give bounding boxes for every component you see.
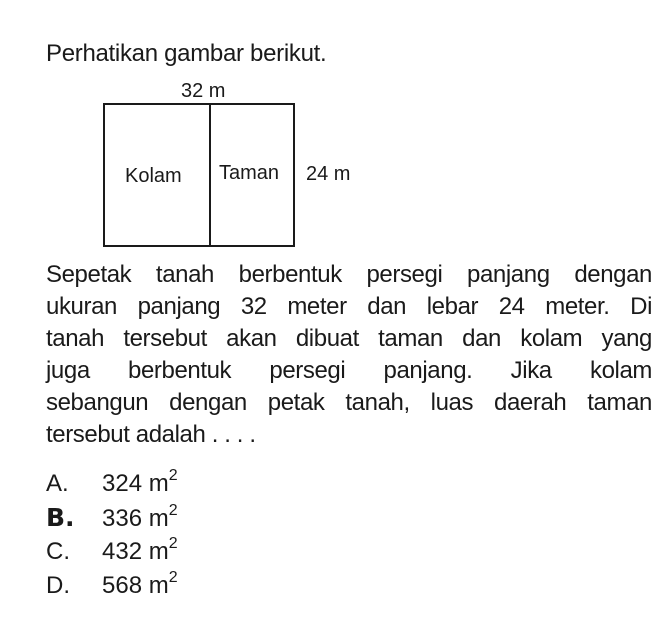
question-line: tersebut adalah . . . .	[46, 421, 256, 448]
option-exponent: 2	[168, 467, 178, 484]
region-divider	[209, 103, 211, 247]
option-value: 324 $m^2$	[102, 467, 178, 497]
answer-options	[46, 469, 178, 605]
option-d[interactable]	[46, 571, 178, 605]
option-a[interactable]	[46, 469, 178, 503]
question-text	[46, 259, 652, 451]
question-line: ukuran panjang 32 meter dan lebar 24 meter. Di	[46, 293, 652, 320]
option-value: 568 $m^2$	[102, 569, 178, 599]
question-line: Sepetak tanah berbentuk persegi panjang dengan	[46, 261, 652, 288]
garden-label: Taman	[219, 162, 280, 184]
intro-text: Perhatikan gambar berikut.	[46, 40, 327, 67]
top-dimension-label: 32 m	[181, 80, 226, 102]
option-exponent: 2	[168, 535, 178, 552]
option-b[interactable]	[46, 503, 178, 537]
option-letter: B.	[46, 503, 75, 532]
question-line: sebangun dengan petak tanah, luas daerah taman	[46, 389, 652, 416]
option-c[interactable]	[46, 537, 178, 571]
option-exponent: 2	[168, 502, 178, 519]
option-letter: A.	[46, 470, 69, 497]
pond-label: Kolam	[125, 165, 182, 187]
option-value: 336 $m^2$	[102, 502, 178, 532]
question-line: juga berbentuk persegi panjang. Jika kolam	[46, 357, 652, 384]
question-line: tanah tersebut akan dibuat taman dan kolam yang	[46, 325, 652, 352]
side-dimension-label: 24 m	[306, 163, 351, 185]
option-letter: D.	[46, 572, 70, 599]
option-value: 432 $m^2$	[102, 535, 178, 565]
option-letter: C.	[46, 538, 70, 565]
option-exponent: 2	[168, 569, 178, 586]
